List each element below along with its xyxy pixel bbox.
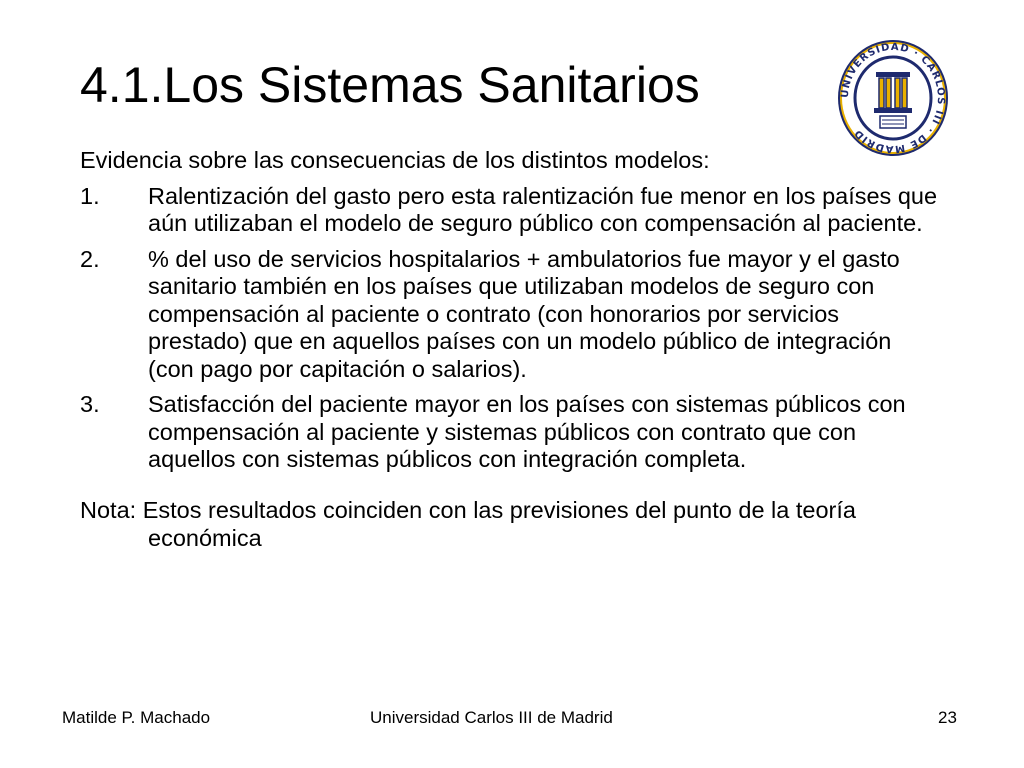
intro-text: Evidencia sobre las consecuencias de los distintos modelos: [80, 147, 710, 173]
list-item [80, 246, 940, 384]
note-text: Nota: Estos resultados coinciden con las previsiones del punto de la teoría económica [80, 497, 856, 551]
footer-page-number: 23 [938, 708, 957, 727]
slide-body [80, 147, 940, 576]
list-item-text: Ralentización del gasto pero esta ralentización fue menor en los países que aún utilizaban el modelo de seguro público con compensación al paciente. [148, 182, 938, 236]
footer-author: Matilde P. Machado [62, 708, 211, 727]
footer-institution: Universidad Carlos III de Madrid [370, 708, 613, 727]
list-item [80, 183, 940, 238]
list-item-number: 2. [80, 245, 100, 272]
list-item [80, 391, 940, 474]
slide-title: 4.1.Los Sistemas Sanitarios [80, 57, 700, 113]
list-item-text: Satisfacción del paciente mayor en los países con sistemas públicos con compensación al paciente y sistemas públicos con contrato que con aquellos con sistemas públicos con integración completa. [148, 391, 906, 472]
list-item-number: 1. [80, 182, 100, 209]
svg-text:UNIVERSIDAD · CARLOS III · DE: UNIVERSIDAD · CARLOS III · DE MADRID [839, 41, 947, 155]
list-item-number: 3. [80, 391, 100, 417]
list-item-text: % del uso de servicios hospitalarios + ambulatorios fue mayor y el gasto sanitario también en los países que utilizaban modelos de seguro con compensación al paciente o contrato (con honorarios por servicios prestado) que en aquellos países con un modelo público de integración (con pago por capitación o salarios). [148, 245, 900, 382]
university-seal-icon [836, 38, 950, 158]
